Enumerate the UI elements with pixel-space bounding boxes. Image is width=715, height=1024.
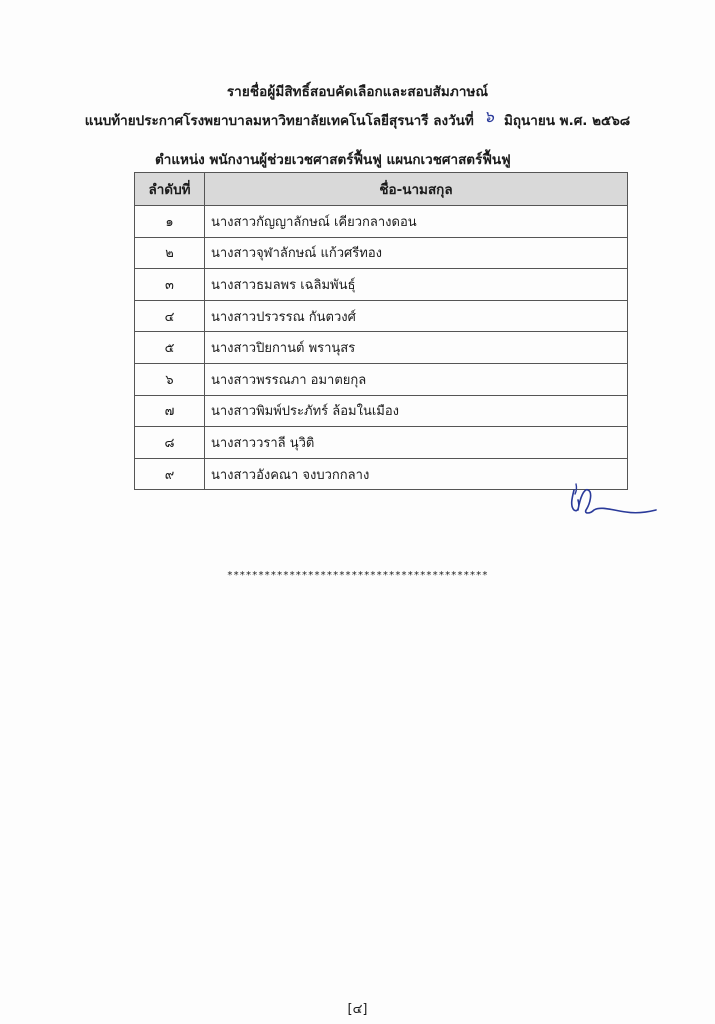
row-no: ๓ <box>135 269 205 301</box>
table-header-row <box>135 173 628 206</box>
row-name: นางสาวอังคณา จงบวกกลาง <box>205 458 628 490</box>
row-name: นางสาวปิยกานต์ พรานุสร <box>205 332 628 364</box>
row-name: นางสาววราลี นุวิติ <box>205 427 628 459</box>
document-subtitle <box>0 108 715 133</box>
row-name: นางสาวกัญญาลักษณ์ เคียวกลางดอน <box>205 206 628 238</box>
handwritten-day: ๖ <box>483 107 494 126</box>
table-row <box>135 458 628 490</box>
page-number: [๔] <box>347 1002 368 1017</box>
separator-line: ****************************************** <box>226 570 489 581</box>
row-name: นางสาวปรวรรณ กันตวงศ์ <box>205 300 628 332</box>
row-no: ๙ <box>135 458 205 490</box>
row-name: นางสาวพิมพ์ประภัทร์ ล้อมในเมือง <box>205 395 628 427</box>
row-name: นางสาวธมลพร เฉลิมพันธุ์ <box>205 269 628 301</box>
table-row <box>135 237 628 269</box>
document-title: รายชื่อผู้มีสิทธิ์สอบคัดเลือกและสอบสัมภาษณ์ <box>226 84 489 100</box>
header-name: ชื่อ-นามสกุล <box>205 173 628 206</box>
table-row <box>135 395 628 427</box>
candidate-table <box>134 172 628 490</box>
row-no: ๒ <box>135 237 205 269</box>
header-no: ลำดับที่ <box>135 173 205 206</box>
table-row <box>135 363 628 395</box>
position-heading: ตำแหน่ง พนักงานผู้ช่วยเวชศาสตร์ฟื้นฟู แผนกเวชศาสตร์ฟื้นฟู <box>155 152 511 168</box>
row-no: ๔ <box>135 300 205 332</box>
row-no: ๗ <box>135 395 205 427</box>
row-name: นางสาวจุฬาลักษณ์ แก้วศรีทอง <box>205 237 628 269</box>
subtitle-suffix: มิถุนายน พ.ศ. ๒๕๖๘ <box>503 113 631 129</box>
table-row <box>135 206 628 238</box>
table-row <box>135 269 628 301</box>
subtitle-prefix: แนบท้ายประกาศโรงพยาบาลมหาวิทยาลัยเทคโนโลยีสุรนารี ลงวันที่ <box>84 113 474 129</box>
row-no: ๘ <box>135 427 205 459</box>
row-no: ๕ <box>135 332 205 364</box>
table-row <box>135 427 628 459</box>
row-no: ๑ <box>135 206 205 238</box>
signature-mark <box>566 480 658 528</box>
table-row <box>135 332 628 364</box>
row-name: นางสาวพรรณภา อมาตยกุล <box>205 363 628 395</box>
row-no: ๖ <box>135 363 205 395</box>
table-row <box>135 300 628 332</box>
